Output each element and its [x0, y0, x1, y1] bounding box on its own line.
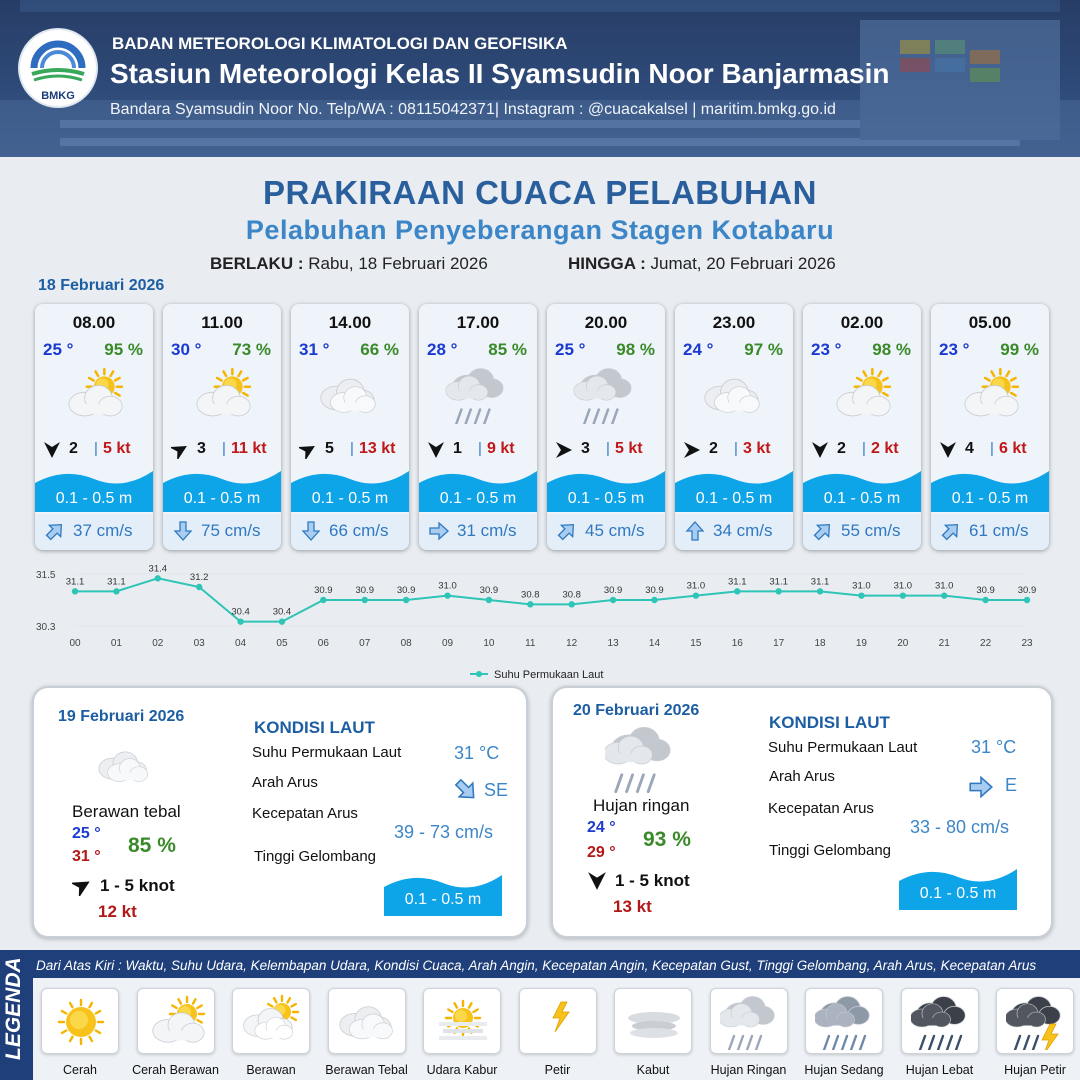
legend-item-udara-kabur — [423, 988, 501, 1054]
wind-direction-icon — [299, 441, 317, 459]
forecast-current-speed: 66 cm/s — [329, 521, 389, 540]
forecast-time: 08.00 — [72, 313, 116, 332]
forecast-wind-speed: 2 — [69, 440, 78, 457]
forecast-current-row — [931, 514, 1049, 550]
forecast-gust: 2 kt — [871, 440, 899, 457]
chart-x-tick: 14 — [648, 638, 661, 649]
forecast-humidity: 98 % — [616, 340, 655, 359]
forecast-current-row — [291, 514, 409, 550]
chart-x-tick: 05 — [276, 638, 288, 649]
day2-sst-label: Suhu Permukaan Laut — [252, 744, 402, 761]
chart-x-tick: 19 — [855, 638, 867, 649]
forecast-wind-speed: 5 — [325, 440, 334, 457]
wind-separator: | — [478, 440, 482, 457]
forecast-card-2300 — [675, 304, 793, 550]
current-direction-icon — [429, 521, 449, 541]
day2-temp-min: 25 ° — [72, 825, 101, 842]
logo-text: BMKG — [41, 90, 75, 102]
hujan-lebat-icon — [911, 994, 971, 1050]
wind-separator: | — [862, 440, 866, 457]
wind-separator: | — [94, 440, 98, 457]
wind-direction-icon — [683, 441, 701, 459]
forecast-time: 14.00 — [328, 313, 372, 332]
legend-item-label: Petir — [544, 1063, 571, 1077]
chart-point — [444, 592, 450, 598]
day2-weather-icon — [90, 740, 160, 792]
day2-current-speed-label: Kecepatan Arus — [252, 805, 358, 822]
cerah-icon — [51, 994, 111, 1050]
sea-surface-temperature-chart — [28, 562, 1052, 687]
chart-x-tick: 02 — [152, 638, 164, 649]
forecast-wave-height: 0.1 - 0.5 m — [951, 490, 1029, 507]
chart-x-tick: 01 — [110, 638, 122, 649]
berawan-tebal-icon — [701, 366, 767, 424]
forecast-time: 05.00 — [968, 313, 1012, 332]
chart-data-label: 30.9 — [396, 585, 416, 596]
validity-to-label: HINGGA : — [568, 254, 646, 273]
forecast-current-speed: 75 cm/s — [201, 521, 261, 540]
forecast-wind-row — [163, 438, 281, 462]
hujan-petir-icon — [1006, 994, 1066, 1050]
forecast-wind-row — [291, 438, 409, 462]
day3-temp-min: 24 ° — [587, 819, 616, 836]
wind-direction-icon — [811, 441, 829, 459]
kabut-icon — [624, 994, 684, 1050]
station-name: Stasiun Meteorologi Kelas II Syamsudin Noor Banjarmasin — [110, 58, 890, 89]
agency-name: BADAN METEOROLOGI KLIMATOLOGI DAN GEOFISIKA — [112, 34, 568, 53]
day3-sea-heading: KONDISI LAUT — [769, 713, 890, 732]
chart-point — [858, 592, 864, 598]
forecast-current-speed: 45 cm/s — [585, 521, 645, 540]
chart-x-tick: 06 — [317, 638, 329, 649]
forecast-wind-speed: 3 — [581, 440, 590, 457]
forecast-gust: 9 kt — [487, 440, 515, 457]
forecast-temperature: 31 ° — [299, 340, 330, 359]
day3-gust: 13 kt — [613, 897, 652, 916]
legend-item-label: Cerah Berawan — [132, 1063, 219, 1077]
current-direction-icon — [557, 521, 577, 541]
legend-item-cerah — [41, 988, 119, 1054]
chart-x-tick: 21 — [938, 638, 950, 649]
chart-point — [817, 588, 823, 594]
forecast-temperature: 30 ° — [171, 340, 202, 359]
day2-wave-height: 0.1 - 0.5 m — [404, 891, 482, 908]
berawan-tebal-icon — [338, 994, 398, 1050]
day3-wave-label: Tinggi Gelombang — [769, 842, 892, 859]
forecast-current-speed: 34 cm/s — [713, 521, 773, 540]
day3-weather-icon — [605, 722, 677, 794]
chart-point — [403, 597, 409, 603]
page-subtitle: Pelabuhan Penyeberangan Stagen Kotabaru — [245, 215, 835, 245]
forecast-card-0500 — [931, 304, 1049, 550]
wind-separator: | — [606, 440, 610, 457]
day3-wave-height: 0.1 - 0.5 m — [919, 885, 997, 902]
day3-current-dir-label: Arah Arus — [769, 768, 835, 785]
day2-gust: 12 kt — [98, 902, 137, 921]
forecast-current-speed: 37 cm/s — [73, 521, 133, 540]
day3-current-direction-icon — [969, 775, 993, 799]
chart-data-label: 30.8 — [521, 589, 540, 601]
forecast-time: 02.00 — [840, 313, 884, 332]
chart-x-tick: 10 — [483, 638, 495, 649]
current-direction-icon — [813, 521, 833, 541]
legend-item-label: Kabut — [636, 1063, 670, 1077]
chart-x-tick: 13 — [607, 638, 619, 649]
chart-point — [362, 597, 368, 603]
legend-item-hujan-ringan — [710, 988, 788, 1054]
wind-separator: | — [990, 440, 994, 457]
chart-data-label: 31.0 — [686, 580, 706, 592]
current-direction-icon — [173, 521, 193, 541]
forecast-wind-speed: 2 — [837, 440, 846, 457]
chart-data-label: 31.0 — [852, 580, 871, 592]
cerah-berawan-icon — [829, 366, 895, 424]
forecast-wave-height: 0.1 - 0.5 m — [567, 490, 645, 507]
chart-legend-label: Suhu Permukaan Laut — [494, 669, 604, 681]
forecast-temperature: 25 ° — [43, 340, 74, 359]
chart-point — [610, 597, 616, 603]
forecast-gust: 5 kt — [615, 440, 643, 457]
day2-current-direction-icon — [454, 778, 478, 802]
chart-x-tick: 22 — [980, 638, 992, 649]
forecast-wave-height: 0.1 - 0.5 m — [823, 490, 901, 507]
forecast-wave-height: 0.1 - 0.5 m — [311, 490, 389, 507]
wind-direction-icon — [43, 441, 61, 459]
chart-x-tick: 07 — [359, 638, 371, 649]
chart-data-label: 31.0 — [934, 580, 954, 592]
forecast-temperature: 28 ° — [427, 340, 458, 359]
legend-item-label: Berawan Tebal — [325, 1063, 408, 1077]
forecast-humidity: 98 % — [872, 340, 911, 359]
chart-data-label: 31.0 — [893, 580, 913, 592]
chart-data-label: 30.9 — [645, 585, 664, 596]
header-banner — [0, 0, 1080, 157]
forecast-time: 20.00 — [584, 313, 628, 332]
forecast-wind-speed: 1 — [453, 440, 462, 457]
chart-x-tick: 16 — [731, 638, 743, 649]
current-direction-icon — [45, 521, 65, 541]
validity-to-value: Jumat, 20 Februari 2026 — [650, 254, 836, 273]
day3-wind-direction-icon — [587, 871, 607, 891]
forecast-humidity: 99 % — [1000, 340, 1039, 359]
day3-panel — [551, 686, 1053, 938]
chart-x-tick: 15 — [690, 638, 702, 649]
legend-description: Dari Atas Kiri : Waktu, Suhu Udara, Kelembapan Udara, Kondisi Cuaca, Arah Angin, Kecepatan Angin, Kecepatan Gust, Tinggi Gelombang, Arah Arus, Kecepatan Arus — [36, 958, 1037, 973]
legend-item-label: Hujan Petir — [1004, 1063, 1066, 1077]
chart-series-line — [75, 578, 1027, 621]
forecast-wave-height: 0.1 - 0.5 m — [439, 490, 517, 507]
chart-x-tick: 23 — [1021, 638, 1033, 649]
legend-title: LEGENDA — [2, 957, 25, 1060]
chart-point — [693, 592, 699, 598]
forecast-wind-row — [547, 438, 665, 462]
forecast-temperature: 23 ° — [939, 340, 970, 359]
wind-separator: | — [222, 440, 226, 457]
day1-date: 18 Februari 2026 — [38, 277, 165, 294]
day3-condition: Hujan ringan — [593, 796, 690, 815]
forecast-card-1400 — [291, 304, 409, 550]
chart-data-label: 31.1 — [65, 576, 85, 588]
wind-separator: | — [350, 440, 354, 457]
forecast-card-1100 — [163, 304, 281, 550]
hujan-ringan-icon — [573, 366, 639, 424]
petir-icon — [529, 994, 589, 1050]
day2-wave-label: Tinggi Gelombang — [254, 848, 377, 865]
forecast-humidity: 73 % — [232, 340, 271, 359]
chart-data-label: 30.9 — [355, 585, 374, 596]
legend-item-label: Hujan Lebat — [905, 1063, 974, 1077]
hujan-sedang-icon — [815, 994, 875, 1050]
day3-wind-speed: 1 - 5 knot — [615, 871, 690, 890]
day3-temp-max: 29 ° — [587, 844, 616, 861]
chart-data-label: 30.9 — [314, 585, 333, 596]
forecast-current-speed: 61 cm/s — [969, 521, 1029, 540]
legend-item-petir — [519, 988, 597, 1054]
hujan-ringan-icon — [720, 994, 780, 1050]
hujan-ringan-icon — [445, 366, 511, 424]
forecast-wave-height: 0.1 - 0.5 m — [695, 490, 773, 507]
forecast-card-0200 — [803, 304, 921, 550]
forecast-wind-speed: 2 — [709, 440, 718, 457]
chart-x-tick: 17 — [773, 638, 785, 649]
legend-item-hujan-sedang — [805, 988, 883, 1054]
cerah-berawan-icon — [957, 366, 1023, 424]
page-title: PRAKIRAAN CUACA PELABUHAN — [263, 174, 817, 211]
berawan-icon — [242, 994, 302, 1050]
day2-temp-max: 31 ° — [72, 848, 101, 865]
forecast-wind-row — [675, 438, 793, 462]
wind-direction-icon — [171, 441, 189, 459]
forecast-current-speed: 31 cm/s — [457, 521, 517, 540]
chart-point — [734, 588, 740, 594]
forecast-current-row — [419, 514, 537, 550]
chart-data-label: 30.9 — [479, 585, 499, 596]
berawan-tebal-icon — [317, 366, 383, 424]
forecast-card-1700 — [419, 304, 537, 550]
chart-x-tick: 03 — [193, 638, 205, 649]
forecast-wind-speed: 4 — [965, 440, 974, 457]
forecast-gust: 6 kt — [999, 440, 1027, 457]
chart-data-label: 31.0 — [438, 580, 457, 592]
legend-item-label: Hujan Sedang — [804, 1063, 884, 1077]
forecast-current-row — [547, 514, 665, 550]
day2-date: 19 Februari 2026 — [58, 708, 185, 725]
forecast-wave-height: 0.1 - 0.5 m — [55, 490, 133, 507]
forecast-wind-row — [931, 438, 1049, 462]
legend-item-berawan-tebal — [328, 988, 406, 1054]
forecast-wind-row — [803, 438, 921, 462]
chart-data-label: 31.1 — [769, 576, 788, 588]
wind-direction-icon — [939, 441, 957, 459]
chart-x-tick: 04 — [235, 638, 247, 649]
chart-y-tick: 30.3 — [36, 622, 56, 633]
chart-x-tick: 12 — [566, 638, 578, 649]
chart-data-label: 30.8 — [562, 589, 581, 601]
current-direction-icon — [301, 521, 321, 541]
wind-direction-icon — [555, 441, 573, 459]
forecast-time: 17.00 — [456, 313, 500, 332]
chart-data-label: 30.9 — [976, 585, 995, 596]
chart-x-tick: 08 — [400, 638, 412, 649]
chart-point — [982, 597, 988, 603]
day3-sst-value: 31 °C — [971, 737, 1017, 757]
legend-item-hujan-lebat — [901, 988, 979, 1054]
forecast-humidity: 85 % — [488, 340, 527, 359]
day2-panel — [32, 686, 528, 938]
chart-data-label: 31.1 — [810, 576, 830, 588]
chart-point — [775, 588, 781, 594]
legend-item-hujan-petir — [996, 988, 1074, 1054]
legend-item-cerah-berawan — [137, 988, 215, 1054]
chart-data-label: 30.4 — [272, 606, 292, 618]
day2-wind-direction-icon — [72, 876, 92, 896]
cerah-berawan-icon — [61, 366, 127, 424]
validity-from-label: BERLAKU : — [210, 254, 304, 273]
forecast-gust: 11 kt — [231, 440, 267, 457]
chart-point — [113, 588, 119, 594]
chart-x-tick: 11 — [525, 638, 536, 649]
chart-point — [941, 592, 947, 598]
legend-item-kabut — [614, 988, 692, 1054]
day3-sst-label: Suhu Permukaan Laut — [768, 739, 918, 756]
day3-current-speed: 33 - 80 cm/s — [910, 817, 1010, 837]
day2-condition: Berawan tebal — [72, 802, 181, 821]
validity-to — [568, 254, 836, 274]
forecast-card-0800 — [35, 304, 153, 550]
day3-humidity: 93 % — [643, 828, 691, 851]
day2-sst-value: 31 °C — [454, 743, 500, 763]
chart-y-tick: 31.5 — [36, 570, 56, 581]
forecast-temperature: 24 ° — [683, 340, 714, 359]
day2-wind-speed: 1 - 5 knot — [100, 876, 175, 895]
chart-x-tick: 18 — [814, 638, 826, 649]
chart-x-tick: 20 — [897, 638, 909, 649]
legend-item-berawan — [232, 988, 310, 1054]
chart-point — [900, 592, 906, 598]
day3-date: 20 Februari 2026 — [573, 702, 700, 719]
forecast-wind-row — [419, 438, 537, 462]
validity-from-value: Rabu, 18 Februari 2026 — [308, 254, 488, 273]
day2-current-speed: 39 - 73 cm/s — [394, 822, 494, 842]
legend-item-label: Udara Kabur — [426, 1063, 498, 1077]
forecast-humidity: 95 % — [104, 340, 143, 359]
forecast-current-row — [35, 514, 153, 550]
forecast-current-row — [163, 514, 281, 550]
chart-point — [155, 575, 161, 581]
forecast-temperature: 23 ° — [811, 340, 842, 359]
day2-sea-heading: KONDISI LAUT — [254, 718, 375, 737]
chart-point — [279, 618, 285, 624]
day3-current-speed-label: Kecepatan Arus — [768, 800, 874, 817]
udara-kabur-icon — [433, 994, 493, 1050]
chart-data-label: 30.9 — [1017, 585, 1037, 596]
chart-legend-marker — [476, 671, 482, 677]
forecast-current-row — [675, 514, 793, 550]
forecast-gust: 13 kt — [359, 440, 396, 457]
chart-point — [486, 597, 492, 603]
current-direction-icon — [685, 521, 705, 541]
forecast-gust: 3 kt — [743, 440, 771, 457]
legend-item-label: Hujan Ringan — [710, 1063, 787, 1077]
chart-point — [568, 601, 574, 607]
forecast-card-2000 — [547, 304, 665, 550]
cerah-berawan-icon — [147, 994, 207, 1050]
day2-current-dir-label: Arah Arus — [252, 774, 318, 791]
wind-separator: | — [734, 440, 738, 457]
chart-data-label: 31.1 — [728, 576, 747, 588]
chart-data-label: 31.2 — [189, 572, 209, 583]
cerah-berawan-icon — [189, 366, 255, 424]
chart-data-label: 30.9 — [603, 585, 623, 596]
current-direction-icon — [941, 521, 961, 541]
chart-x-tick: 00 — [69, 638, 81, 649]
forecast-time: 11.00 — [201, 313, 243, 332]
legend-item-label: Cerah — [62, 1063, 98, 1077]
forecast-wind-row — [35, 438, 153, 462]
forecast-wind-speed: 3 — [197, 440, 206, 457]
chart-x-tick: 09 — [441, 638, 454, 649]
day2-humidity: 85 % — [128, 834, 176, 857]
chart-point — [527, 601, 533, 607]
validity-from — [210, 254, 488, 274]
chart-data-label: 30.4 — [231, 606, 250, 618]
day3-current-dir: E — [1005, 775, 1018, 795]
forecast-wave-height: 0.1 - 0.5 m — [183, 490, 261, 507]
forecast-humidity: 97 % — [744, 340, 783, 359]
forecast-gust: 5 kt — [103, 440, 131, 457]
chart-point — [1024, 597, 1030, 603]
forecast-current-row — [803, 514, 921, 550]
forecast-humidity: 66 % — [360, 340, 399, 359]
chart-point — [320, 597, 326, 603]
chart-point — [72, 588, 78, 594]
forecast-time: 23.00 — [712, 313, 756, 332]
chart-point — [651, 597, 657, 603]
wind-direction-icon — [427, 441, 445, 459]
legend-item-label: Berawan — [246, 1063, 296, 1077]
day2-current-dir: SE — [484, 780, 509, 800]
chart-data-label: 31.1 — [107, 576, 126, 588]
chart-data-label: 31.4 — [148, 563, 168, 575]
forecast-temperature: 25 ° — [555, 340, 586, 359]
chart-point — [237, 618, 243, 624]
chart-point — [196, 584, 202, 590]
contact-info: Bandara Syamsudin Noor No. Telp/WA : 08115042371| Instagram : @cuacakalsel | maritim.bmkg.go.id — [110, 101, 836, 118]
forecast-current-speed: 55 cm/s — [841, 521, 901, 540]
